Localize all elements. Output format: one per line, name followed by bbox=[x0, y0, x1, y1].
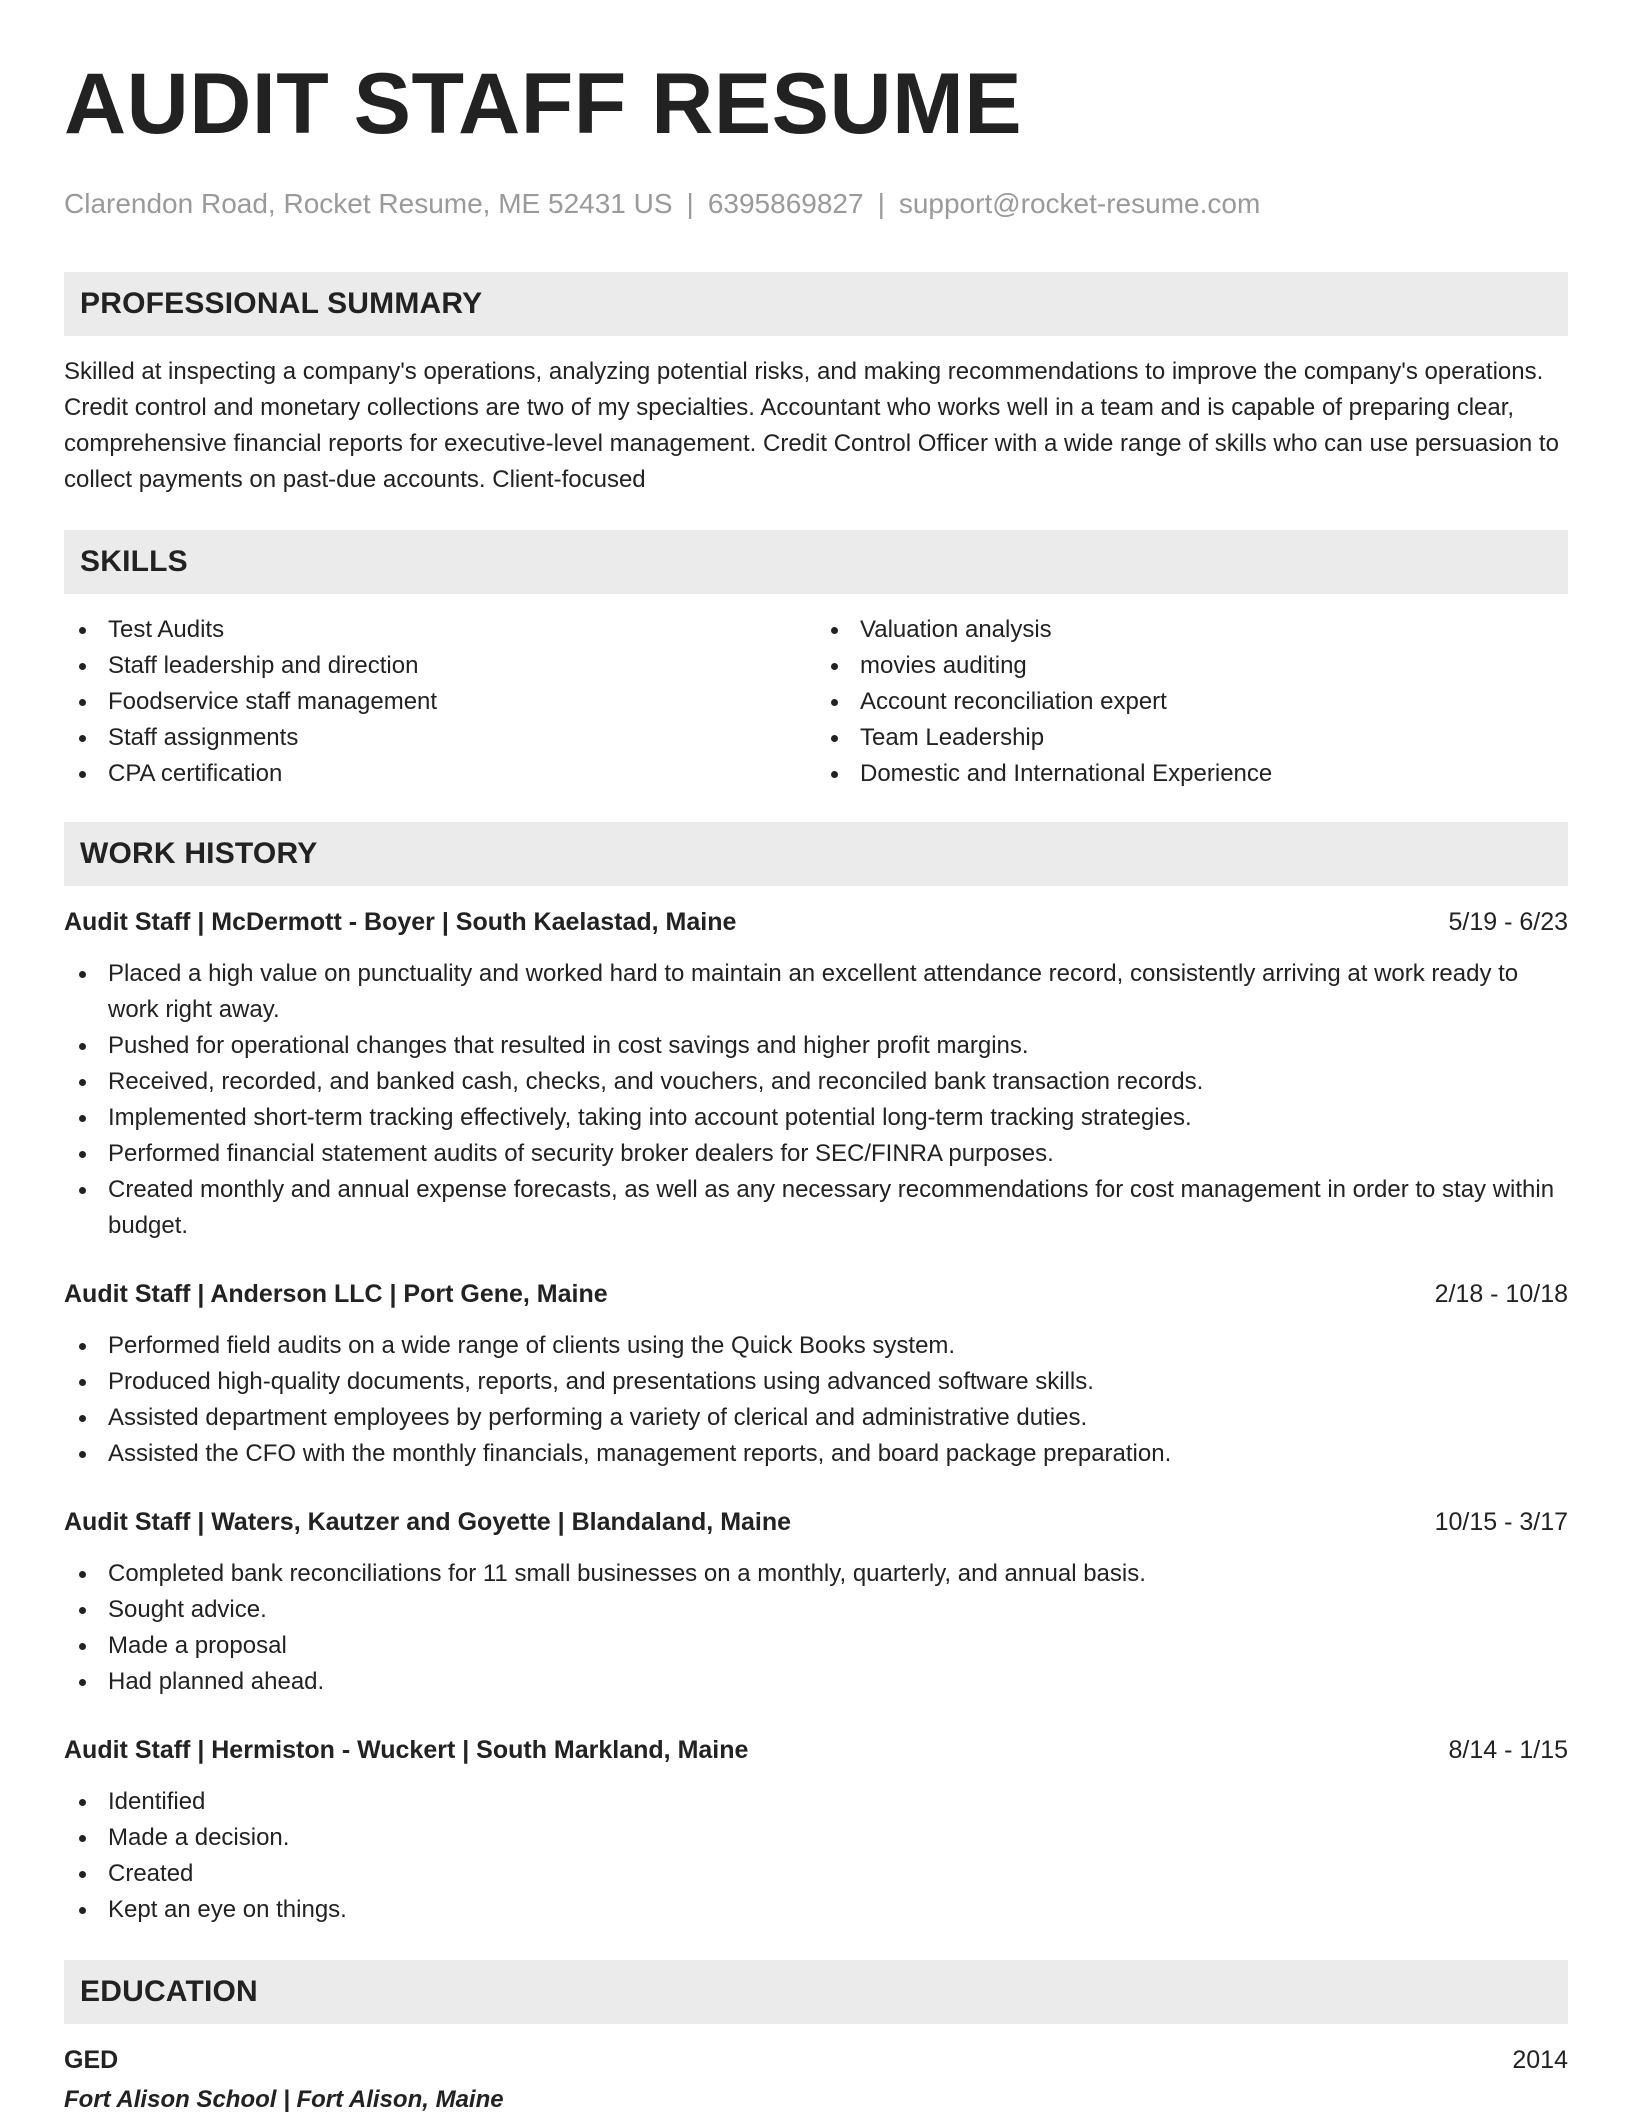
job-header bbox=[64, 1276, 1568, 1312]
job-bullet bbox=[64, 1436, 1568, 1472]
bullet-text: Pushed for operational changes that resulted in cost savings and higher profit margins. bbox=[108, 1032, 1029, 1059]
bullet-text: Created bbox=[108, 1860, 194, 1887]
resume-title: AUDIT STAFF RESUME bbox=[64, 56, 1023, 152]
skills-grid bbox=[64, 612, 1568, 792]
job-entry bbox=[64, 1276, 1568, 1472]
job-bullet bbox=[64, 1856, 1568, 1892]
skill-label: Test Audits bbox=[108, 616, 225, 643]
job-bullet bbox=[64, 1364, 1568, 1400]
bullet-icon bbox=[79, 1835, 86, 1842]
job-title: Audit Staff | Hermiston - Wuckert | South Markland, Maine bbox=[64, 1736, 749, 1764]
job-bullet bbox=[64, 1100, 1568, 1136]
education-degree: GED bbox=[64, 2046, 119, 2074]
bullet-icon bbox=[79, 699, 86, 706]
bullet-text: Completed bank reconciliations for 11 small businesses on a monthly, quarterly, and annual basis. bbox=[108, 1560, 1146, 1587]
skill-label: Valuation analysis bbox=[860, 616, 1052, 643]
section-header-summary: PROFESSIONAL SUMMARY bbox=[64, 272, 1568, 336]
job-entry bbox=[64, 1732, 1568, 1928]
education-entry bbox=[64, 2042, 1568, 2118]
bullet-icon bbox=[831, 771, 838, 778]
skill-item bbox=[816, 648, 1568, 684]
bullet-icon bbox=[79, 971, 86, 978]
bullet-text: Assisted department employees by performing a variety of clerical and administrative duties. bbox=[108, 1404, 1088, 1431]
job-entry bbox=[64, 904, 1568, 1244]
bullet-text: Received, recorded, and banked cash, checks, and vouchers, and reconciled bank transaction records. bbox=[108, 1068, 1204, 1095]
job-header bbox=[64, 1504, 1568, 1540]
job-entry bbox=[64, 1504, 1568, 1700]
job-bullets bbox=[64, 1556, 1568, 1700]
bullet-icon bbox=[831, 663, 838, 670]
bullet-icon bbox=[79, 1151, 86, 1158]
skill-item bbox=[64, 756, 816, 792]
job-bullet bbox=[64, 1136, 1568, 1172]
contact-separator: | bbox=[686, 188, 694, 219]
bullet-text: Had planned ahead. bbox=[108, 1668, 325, 1695]
job-bullet bbox=[64, 1028, 1568, 1064]
job-dates: 8/14 - 1/15 bbox=[1448, 1736, 1568, 1764]
bullet-icon bbox=[79, 1679, 86, 1686]
job-header bbox=[64, 904, 1568, 940]
bullet-text: Sought advice. bbox=[108, 1596, 267, 1623]
job-bullet bbox=[64, 1664, 1568, 1700]
summary-text: Skilled at inspecting a company's operations, analyzing potential risks, and making recommendations to improve the company's operations. Credit control and monetary collections are two of my specialties. Accountant who works well in a team and is capable of preparing clear, comprehensive financial reports for executive-level management. Credit Control Officer with a wide range of skills who can use persuasion to collect payments on past-due accounts. Client-focused bbox=[64, 358, 1559, 493]
job-bullets bbox=[64, 1328, 1568, 1472]
bullet-icon bbox=[79, 735, 86, 742]
bullet-icon bbox=[79, 1571, 86, 1578]
contact-separator: | bbox=[877, 188, 885, 219]
job-bullet bbox=[64, 1172, 1568, 1244]
skills-column-left bbox=[64, 612, 816, 792]
job-bullet bbox=[64, 1400, 1568, 1436]
skill-label: CPA certification bbox=[108, 760, 283, 787]
skill-label: Team Leadership bbox=[860, 724, 1045, 751]
education-year: 2014 bbox=[1512, 2046, 1568, 2074]
skills-column-right bbox=[816, 612, 1568, 792]
bullet-icon bbox=[79, 771, 86, 778]
bullet-text: Kept an eye on things. bbox=[108, 1896, 347, 1923]
job-bullet bbox=[64, 1556, 1568, 1592]
bullet-icon bbox=[79, 1799, 86, 1806]
job-dates: 5/19 - 6/23 bbox=[1448, 908, 1568, 936]
job-bullet bbox=[64, 1892, 1568, 1928]
skill-item bbox=[64, 684, 816, 720]
skill-item bbox=[64, 720, 816, 756]
job-bullet bbox=[64, 1328, 1568, 1364]
job-bullet bbox=[64, 1784, 1568, 1820]
bullet-text: Placed a high value on punctuality and worked hard to maintain an excellent attendance record, consistently arriving at work ready to work right away. bbox=[108, 960, 1519, 1023]
skill-item bbox=[816, 612, 1568, 648]
bullet-icon bbox=[79, 1643, 86, 1650]
bullet-text: Identified bbox=[108, 1788, 206, 1815]
bullet-icon bbox=[831, 699, 838, 706]
bullet-text: Made a decision. bbox=[108, 1824, 290, 1851]
bullet-text: Assisted the CFO with the monthly financials, management reports, and board package preparation. bbox=[108, 1440, 1172, 1467]
bullet-icon bbox=[79, 1043, 86, 1050]
contact-phone: 6395869827 bbox=[707, 188, 864, 219]
section-header-education: EDUCATION bbox=[64, 1960, 1568, 2024]
bullet-icon bbox=[79, 1907, 86, 1914]
bullet-icon bbox=[79, 1079, 86, 1086]
job-bullet bbox=[64, 956, 1568, 1028]
bullet-text: Performed financial statement audits of security broker dealers for SEC/FINRA purposes. bbox=[108, 1140, 1054, 1167]
skill-label: Domestic and International Experience bbox=[860, 760, 1273, 787]
skill-item bbox=[64, 612, 816, 648]
job-bullet bbox=[64, 1628, 1568, 1664]
bullet-text: Created monthly and annual expense forecasts, as well as any necessary recommendations for cost management in order to stay within budget. bbox=[108, 1176, 1555, 1239]
section-header-skills: SKILLS bbox=[64, 530, 1568, 594]
job-title: Audit Staff | McDermott - Boyer | South Kaelastad, Maine bbox=[64, 908, 737, 936]
bullet-icon bbox=[79, 1379, 86, 1386]
contact-line bbox=[64, 186, 1568, 222]
skill-label: Account reconciliation expert bbox=[860, 688, 1167, 715]
bullet-icon bbox=[79, 1451, 86, 1458]
bullet-icon bbox=[79, 663, 86, 670]
skill-item bbox=[816, 756, 1568, 792]
bullet-text: Produced high-quality documents, reports, and presentations using advanced software skills. bbox=[108, 1368, 1094, 1395]
skill-label: Staff assignments bbox=[108, 724, 299, 751]
skill-item bbox=[816, 684, 1568, 720]
job-header bbox=[64, 1732, 1568, 1768]
bullet-icon bbox=[79, 1415, 86, 1422]
bullet-text: Implemented short-term tracking effectively, taking into account potential long-term tracking strategies. bbox=[108, 1104, 1192, 1131]
bullet-icon bbox=[831, 735, 838, 742]
job-dates: 2/18 - 10/18 bbox=[1434, 1280, 1568, 1308]
job-bullets bbox=[64, 1784, 1568, 1928]
job-title: Audit Staff | Anderson LLC | Port Gene, Maine bbox=[64, 1280, 608, 1308]
section-header-work-history: WORK HISTORY bbox=[64, 822, 1568, 886]
job-title: Audit Staff | Waters, Kautzer and Goyette | Blandaland, Maine bbox=[64, 1508, 792, 1536]
bullet-icon bbox=[79, 627, 86, 634]
bullet-text: Made a proposal bbox=[108, 1632, 287, 1659]
job-dates: 10/15 - 3/17 bbox=[1434, 1508, 1568, 1536]
skill-label: Staff leadership and direction bbox=[108, 652, 419, 679]
job-bullet bbox=[64, 1592, 1568, 1628]
bullet-icon bbox=[79, 1115, 86, 1122]
skill-item bbox=[64, 648, 816, 684]
job-bullet bbox=[64, 1064, 1568, 1100]
bullet-icon bbox=[79, 1343, 86, 1350]
education-header bbox=[64, 2042, 1568, 2078]
bullet-icon bbox=[831, 627, 838, 634]
bullet-icon bbox=[79, 1607, 86, 1614]
job-bullet bbox=[64, 1820, 1568, 1856]
skill-label: movies auditing bbox=[860, 652, 1027, 679]
contact-email: support@rocket-resume.com bbox=[898, 188, 1261, 219]
skill-label: Foodservice staff management bbox=[108, 688, 438, 715]
bullet-icon bbox=[79, 1187, 86, 1194]
bullet-icon bbox=[79, 1871, 86, 1878]
contact-address: Clarendon Road, Rocket Resume, ME 52431 US bbox=[64, 188, 673, 219]
bullet-text: Performed field audits on a wide range of clients using the Quick Books system. bbox=[108, 1332, 956, 1359]
education-school: Fort Alison School | Fort Alison, Maine bbox=[64, 2086, 504, 2113]
job-bullets bbox=[64, 956, 1568, 1244]
skill-item bbox=[816, 720, 1568, 756]
